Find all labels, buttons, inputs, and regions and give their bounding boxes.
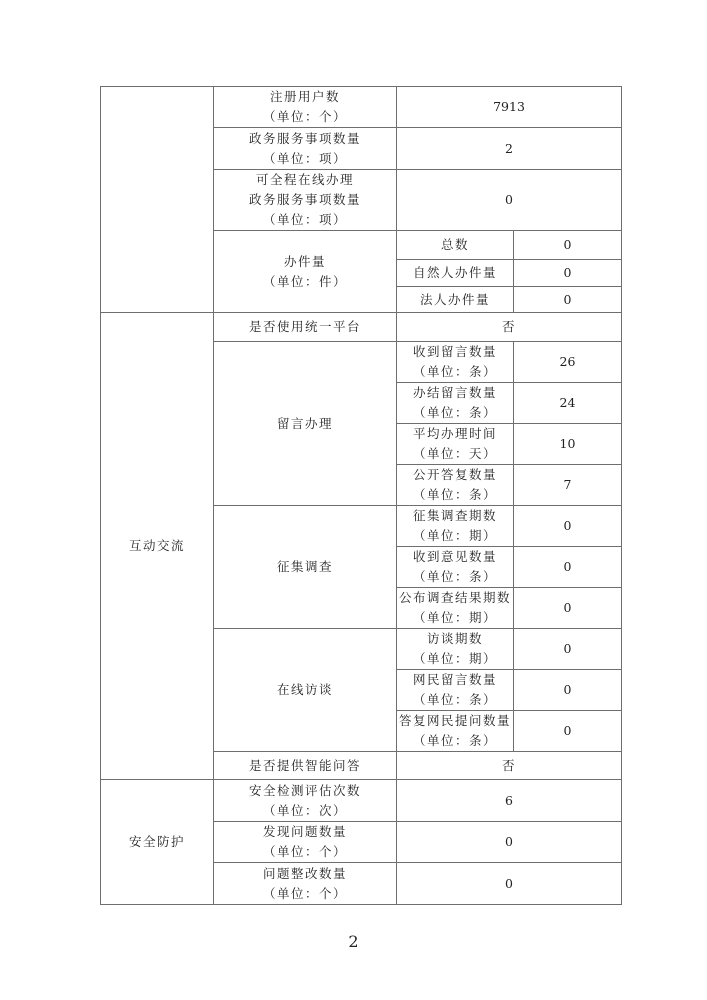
public-replies-label: 公开答复数量 （单位：条） [397, 465, 514, 506]
netizen-questions-answered-value: 0 [514, 711, 622, 752]
caseload-natural-person-value: 0 [514, 260, 622, 287]
survey-periods-value: 0 [514, 506, 622, 547]
table-row [101, 780, 622, 822]
issues-found-label: 发现问题数量 （单位：个） [214, 822, 397, 863]
survey-results-published-value: 0 [514, 588, 622, 629]
survey-results-published-label: 公布调查结果期数 （单位：期） [397, 588, 514, 629]
value-unified-platform: 否 [397, 313, 622, 342]
avg-handling-time-label: 平均办理时间 （单位：天） [397, 424, 514, 465]
table-row [101, 87, 622, 128]
group-survey: 征集调查 [214, 506, 397, 629]
public-replies-value: 7 [514, 465, 622, 506]
caseload-natural-person-label: 自然人办件量 [397, 260, 514, 287]
row-label-service-items: 政务服务事项数量 （单位：项） [214, 128, 397, 170]
issues-fixed-label: 问题整改数量 （单位：个） [214, 863, 397, 905]
issues-fixed-value: 0 [397, 863, 622, 905]
avg-handling-time-value: 10 [514, 424, 622, 465]
category-cell-empty [101, 87, 214, 313]
caseload-total-value: 0 [514, 231, 622, 260]
group-message-handling: 留言办理 [214, 342, 397, 506]
opinions-received-value: 0 [514, 547, 622, 588]
page-number: 2 [348, 932, 359, 951]
group-online-interview: 在线访谈 [214, 629, 397, 752]
interview-periods-label: 访谈期数 （单位：期） [397, 629, 514, 670]
value-registered-users: 7913 [397, 87, 622, 128]
row-label-registered-users: 注册用户数 （单位：个） [214, 87, 397, 128]
caseload-legal-person-value: 0 [514, 287, 622, 313]
value-smart-qa: 否 [397, 752, 622, 780]
table-row [101, 313, 622, 342]
caseload-legal-person-label: 法人办件量 [397, 287, 514, 313]
opinions-received-label: 收到意见数量 （单位：条） [397, 547, 514, 588]
security-assessments-value: 6 [397, 780, 622, 822]
category-security: 安全防护 [101, 780, 214, 905]
survey-periods-label: 征集调查期数 （单位：期） [397, 506, 514, 547]
message-received-value: 26 [514, 342, 622, 383]
netizen-messages-value: 0 [514, 670, 622, 711]
message-received-label: 收到留言数量 （单位：条） [397, 342, 514, 383]
caseload-total-label: 总数 [397, 231, 514, 260]
netizen-messages-label: 网民留言数量 （单位：条） [397, 670, 514, 711]
security-assessments-label: 安全检测评估次数 （单位：次） [214, 780, 397, 822]
government-website-stats-table [100, 86, 622, 905]
row-label-online-service-items: 可全程在线办理 政务服务事项数量 （单位：项） [214, 170, 397, 231]
row-label-smart-qa: 是否提供智能问答 [214, 752, 397, 780]
message-completed-label: 办结留言数量 （单位：条） [397, 383, 514, 424]
interview-periods-value: 0 [514, 629, 622, 670]
value-online-service-items: 0 [397, 170, 622, 231]
row-label-unified-platform: 是否使用统一平台 [214, 313, 397, 342]
category-interaction: 互动交流 [101, 313, 214, 780]
netizen-questions-answered-label: 答复网民提问数量 （单位：条） [397, 711, 514, 752]
issues-found-value: 0 [397, 822, 622, 863]
row-label-caseload: 办件量 （单位：件） [214, 231, 397, 313]
value-service-items: 2 [397, 128, 622, 170]
message-completed-value: 24 [514, 383, 622, 424]
